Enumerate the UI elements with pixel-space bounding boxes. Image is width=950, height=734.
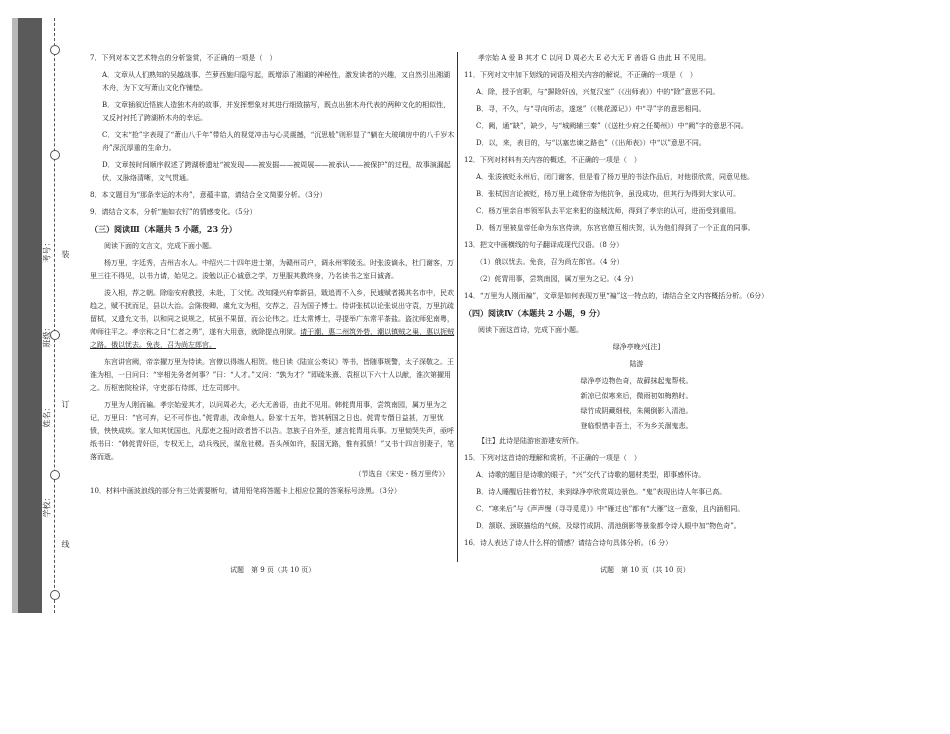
binding-dashed-line (54, 18, 55, 613)
binding-hole (50, 590, 60, 600)
question-12: 12．下列对材料有关内容的概述，不正确的一项是（ ） (464, 156, 641, 164)
binding-mark-ding: 订 (61, 400, 70, 408)
poem-author: 陆游 (629, 360, 644, 368)
question-9: 9．请结合文本，分析“施如衣钌”的情感变化。（5分） (90, 208, 257, 216)
page-9-footer: 试题 第 9 页（共 10 页） (230, 566, 316, 574)
class-label: 班级： (42, 323, 52, 348)
page-9 (90, 52, 455, 502)
question-13-part-1: （1）俄以忧去。免丧，召为尚左郎官。（4 分） (476, 258, 624, 266)
question-13-part-2: （2）侂胄用事，尝筑南园，属万里为之记。（4 分） (476, 275, 638, 283)
poem-line: 新凉已似寒来后，微雨初如梅熟时。 (580, 392, 693, 400)
school-label: 学校： (42, 493, 52, 518)
question-10-options: 孝宗始 A 爱 B 其才 C 以问 D 周必大 E 必大无 F 善语 G 由此 H 不见用。 (478, 54, 711, 62)
question-15-option-d: D．颔联、颈联描绘的气候，及绿竹成阴、清池倒影等景象都令诗人眼中加“物色奇”。 (476, 522, 741, 530)
question-11-option-d: D．以，来，表目的，与“以塞忠谏之路也”（《出师表》）中“以”意思不同。 (476, 139, 706, 147)
poem-line: 绿净亭边物色奇，故藓抹起鬼帮枝。 (580, 377, 693, 385)
binding-hole (50, 470, 60, 480)
question-13: 13．把文中画横线的句子翻译成现代汉语。（8 分） (464, 241, 624, 249)
question-8: 8．本文题目为“那条幸运的木舟”，意蕴丰富，请结合全文简要分析。（3分） (90, 191, 327, 199)
section-3-heading: （三）阅读Ⅲ（本题共 5 小题，23 分） (90, 224, 237, 234)
binding-hole (50, 45, 60, 55)
name-label: 姓名： (42, 403, 52, 428)
poem-line: 登临恨惜非吾土，不为乡关涸鬼悲。 (580, 422, 693, 430)
page-10 (464, 52, 809, 554)
passage-paragraph-3: 东宫讲官阙，帝亲擢万里为侍读。宫僚以得端人相贺。他日读《陆宣公奏议》等书，皆随事规警，太子深敬之。王淮为相，一日问曰：“宰相先务者何事？”曰：“人才。”又问：“孰为才？”即疏朱熹、袁枢以下六十人以献，淮次第擢用之。历枢密院检详，守吏部右侍郎，迁左司郎中。 (90, 358, 454, 392)
question-10: 10．材料中画波浪线的部分有三处需要断句，请用铅笔将答题卡上相应位置的答案标号涂黑。（3分） (90, 487, 401, 495)
question-12-option-b: B．张栻因言论被贬，杨万里上疏登帝为他抗争，虽没成功，但其行为得到大家认可。 (476, 190, 741, 198)
question-7-option-a: A．文章从人们熟知的吴越战事、苎萝西施归隐写起，既增添了湘湖的神秘性，激发读者的兴趣，又自然引出湘湖木舟，为下文写萧山文化作铺垫。 (102, 71, 451, 92)
question-15: 15．下列对这首诗的理解和赏析，不正确的一项是（ ） (464, 454, 641, 462)
question-12-option-c: C．杨万里亲自率领军队去平定来犯的盗贼沈师，得到了孝宗的认可，进而受到重用。 (476, 207, 741, 215)
question-11: 11．下列对文中加下划线的词语及相关内容的解说，不正确的一项是（ ） (464, 71, 697, 79)
binding-mark-zhuang: 装 (61, 250, 70, 258)
question-14: 14．“万里为人刚而褊”，文章是如何表现万里“褊”这一特点的，请结合全文内容概括分析。（6分） (464, 292, 769, 300)
section-4-heading: （四）阅读Ⅳ（本题共 2 小题，9 分） (464, 308, 605, 318)
question-7: 7．下列对本文艺术特点的分析鉴赏，不正确的一项是（ ） (90, 54, 277, 62)
binding-mark-xian: 线 (61, 540, 70, 548)
binding-dark-bar (18, 18, 42, 613)
question-15-option-c: C．“寒来后”与《声声慢（寻寻觅觅）》中“雁过也”都有“大雁”这一意象，且内涵相同。 (476, 505, 745, 513)
page-10-footer: 试题 第 10 页（共 10 页） (600, 566, 690, 574)
question-7-option-d: D．文章按时间顺序叙述了跨湖桥遗址“被发现——被发掘——被周展——被承认——被保护”的过程，故事演漏起伏，又脉络清晰，文气贯通。 (102, 161, 451, 182)
passage-paragraph-2-underlined: 请于潮、惠二州筑外砦，潮以镇贼之巢，惠以扼贼之路。俄以忧去。免丧，召为尚左郎官。 (90, 328, 455, 349)
binding-hole (50, 150, 60, 160)
question-15-option-b: B．诗人睡醒后挂着竹杖，来到绿净亭欣赏周边景色。“鬼”表现出诗人年事已高。 (476, 488, 727, 496)
passage-paragraph-1: 杨万里，字廷秀，吉州吉水人。中绍兴二十四年进士第，为赣州司户，调永州零陵丞。时张浚谪永，杜门谢客，万里三往不得见，以书力请，始见之。浚勉以正心诚意之学，万里服其教终身，乃名读书之室曰诚斋。 (90, 259, 454, 280)
question-11-option-b: B．寻，不久，与“寻向所志，遂迷”（《桃花源记》）中“寻”字的意思相同。 (476, 105, 706, 113)
question-12-option-a: A．张浚被贬永州后，闭门谢客，但是看了杨万里的书法作品后，对他很欣赏，同意见他。 (476, 173, 755, 181)
poem-line: 绿竹成阴藏细枝，朱阑倒影入清池。 (580, 407, 693, 415)
column-divider (457, 52, 458, 562)
passage-paragraph-2-text: 浚入相，荐之朝。除临安府教授，未赴，丁父忧。改知隆兴府奉新县，戢追胥不入乡，民逋赋者揭其名市中，民欢趋之，赋不扰而足，县以大治。会陈俊卿、虞允文为相，交荐之，召为国子博士。侍讲张栻以论张说出守袁，万里抗疏留栻，又遗允文书，以和同之说规之，栻虽不果留，而公论伟之。迁太常博士，寻提举广东常平茶盐。盗沈师犯南粤，帅师往平之。孝宗称之曰“仁者之勇”，遂有大用意，就除提点刑狱。 (90, 289, 454, 336)
section-4-intro: 阅读下面这首诗，完成下面小题。 (478, 326, 583, 334)
question-11-option-a: A．除，授予官职，与“摒除奸凶，兴复汉室”（《出师表》）中的“除”意思不同。 (476, 88, 720, 96)
passage-source: （节选自《宋史・杨万里传》） (354, 470, 449, 478)
poem-note: 【注】此诗是陆游宦游建安所作。 (478, 437, 583, 445)
question-12-option-d: D．杨万里被皇帝任命为东宫侍读，东宫官僚互相庆贺，认为他们得到了一个正直的同事。 (476, 224, 755, 232)
binding-strip (0, 0, 74, 620)
passage-paragraph-4: 万里为人刚而褊。孝宗始爱其才，以问周必大，必大无善语，由此不见用。韩侂胄用事，尝筑南园，属万里为之记，万里曰：“官可弃，记不可作也。”侂胄恚，改命他人。卧家十五年，皆其柄国之日也。侂胄专僭日益甚，万里忧愤，怏怏成疾。家人知其忧国也，凡邸吏之报时政者皆不以告。忽族子自外至，遽言侂胄用兵事。万里恸哭失声，亟呼纸书曰：“韩侂胄奸臣，专权无上，动兵残民，谋危社稷。吾头颅如许，报国无路，惟有孤愤！”又书十四言别妻子，笔落而逝。 (90, 401, 455, 461)
question-7-option-b: B．文章插叙近悟族人造独木舟的故事，并发挥想象对其进行细致描写，既点出独木舟代表的两种文化的相似性，又反衬衬托了跨湖桥木舟的幸运。 (102, 101, 451, 122)
passage-paragraph-2 (90, 287, 455, 352)
section-3-intro: 阅读下面的文言文，完成下面小题。 (104, 242, 216, 250)
poem-title: 绿净亭晚兴[注] (612, 343, 661, 351)
exam-number-label: 考号： (42, 238, 52, 263)
question-11-option-c: C．阙，通“缺”，缺少，与“城阙辅三秦”（《送杜少府之任蜀州》）中“阙”字的意思不同。 (476, 122, 748, 130)
question-15-option-a: A．诗歌的题目是诗歌的眼子，“兴”交代了诗歌的题材类型，即事感怀诗。 (476, 471, 706, 479)
question-16: 16．诗人表达了诗人什么样的情感？请结合诗句具体分析。（6 分） (464, 539, 673, 547)
question-7-option-c: C．文末“抢”字表现了“萧山八千年”带给人的视觉冲击与心灵震撼，“沉思般”则形显了“躺在大玻璃房中的八千岁木舟”深沉厚重的生命力。 (102, 131, 455, 152)
